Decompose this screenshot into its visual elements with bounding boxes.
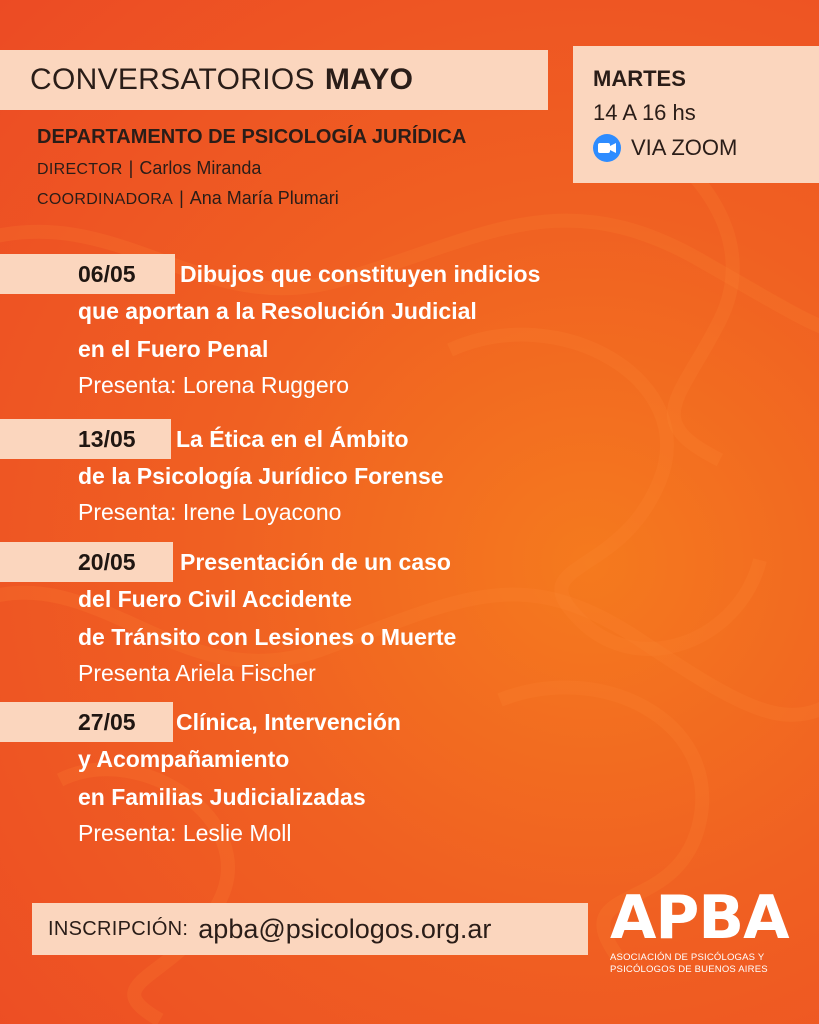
coordinator-line bbox=[37, 188, 466, 209]
event-date: 27/05 bbox=[0, 702, 173, 742]
registration-box bbox=[32, 903, 588, 955]
event-title bbox=[78, 419, 444, 495]
schedule-hours: 14 A 16 hs bbox=[593, 100, 696, 125]
event-title bbox=[78, 702, 401, 816]
department-info bbox=[37, 126, 466, 209]
event-title-line: que aportan a la Resolución Judicial bbox=[78, 298, 477, 324]
logo-subtitle bbox=[610, 952, 790, 976]
event-presenter: Presenta Ariela Fischer bbox=[78, 660, 316, 686]
logo-subtitle-line: ASOCIACIÓN DE PSICÓLOGAS Y bbox=[610, 952, 765, 963]
registration-email-link[interactable]: apba@psicologos.org.ar bbox=[198, 913, 492, 944]
coordinator-name: Ana María Plumari bbox=[189, 188, 339, 208]
department-name: DEPARTAMENTO DE PSICOLOGÍA JURÍDICA bbox=[37, 126, 467, 148]
event-title-line: de Tránsito con Lesiones o Muerte bbox=[78, 624, 457, 650]
event-title-line: y Acompañamiento bbox=[78, 746, 290, 772]
event-date: 20/05 bbox=[0, 542, 173, 582]
event-title-line: del Fuero Civil Accidente bbox=[78, 586, 352, 612]
event-date: 06/05 bbox=[0, 254, 175, 294]
title-banner bbox=[0, 50, 548, 110]
event-title-line: en Familias Judicializadas bbox=[78, 784, 366, 810]
event-presenter: Presenta: Lorena Ruggero bbox=[78, 372, 350, 398]
director-role: DIRECTOR bbox=[37, 161, 123, 178]
zoom-icon bbox=[593, 134, 621, 162]
event-presenter: Presenta: Irene Loyacono bbox=[78, 499, 342, 525]
title-month: MAYO bbox=[324, 63, 414, 96]
event-title bbox=[78, 542, 456, 656]
director-line bbox=[37, 158, 466, 179]
event-title-line: en el Fuero Penal bbox=[78, 336, 269, 362]
event-title-line: de la Psicología Jurídico Forense bbox=[78, 463, 444, 489]
schedule-box bbox=[573, 46, 819, 183]
separator: | bbox=[128, 158, 134, 178]
apba-logo bbox=[610, 883, 790, 976]
logo-mark: APBA bbox=[610, 883, 789, 953]
logo-subtitle-line: PSICÓLOGOS DE BUENOS AIRES bbox=[610, 964, 768, 975]
title-prefix: CONVERSATORIOS bbox=[30, 63, 315, 96]
schedule-platform bbox=[593, 134, 819, 162]
separator: | bbox=[179, 188, 184, 208]
event-title-line: Dibujos que constituyen indicios bbox=[180, 261, 541, 287]
registration-label: INSCRIPCIÓN: bbox=[48, 917, 189, 940]
event-date: 13/05 bbox=[0, 419, 171, 459]
coordinator-role: COORDINADORA bbox=[37, 191, 174, 208]
event-title bbox=[78, 254, 540, 368]
director-name: Carlos Miranda bbox=[139, 158, 262, 178]
event-title-line: Presentación de un caso bbox=[180, 549, 451, 575]
event-presenter: Presenta: Leslie Moll bbox=[78, 820, 292, 846]
platform-label: VIA ZOOM bbox=[631, 135, 738, 160]
event-title-line: La Ética en el Ámbito bbox=[176, 426, 409, 452]
event-title-line: Clínica, Intervención bbox=[176, 709, 401, 735]
schedule-day: MARTES bbox=[593, 66, 686, 91]
